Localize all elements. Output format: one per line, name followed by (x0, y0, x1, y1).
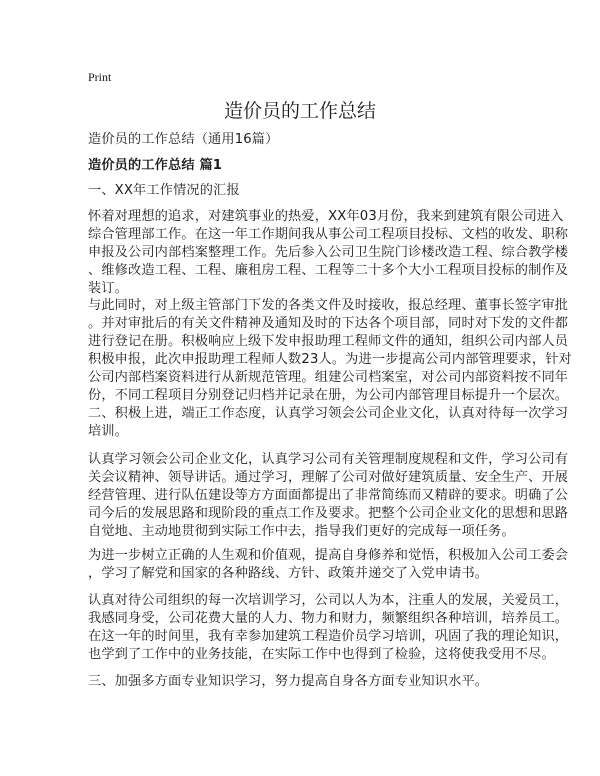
paragraph (88, 547, 568, 583)
print-label: Print (88, 70, 112, 84)
paragraph-line: 二、积极上进，端正工作态度，认真学习领会公司企业文化，认真对待每一次学习 (88, 406, 569, 421)
paragraph-line: 我感同身受，公司花费大量的人力、物力和财力，频繁组织各种培训，培养员工。 (88, 611, 569, 626)
document-subtitle: 造价员的工作总结（通用16篇） (88, 132, 279, 147)
paragraph (88, 182, 240, 200)
paragraph-line: 认真对待公司组织的每一次培训学习，公司以人为本，注重人的发展，关爱员工， (88, 593, 569, 608)
paragraph-line: 综合管理部工作。在这一年工作期间我从事公司工程项目投标、文档的收发、职称 (88, 227, 569, 242)
paragraph-line: 关会议精神、领导讲话。通过学习，理解了公司对做好建筑质量、安全生产、开展 (88, 470, 569, 485)
paragraph-line: 经营管理、进行队伍建设等方方面面都提出了非常简练而又精辟的要求。明确了公 (88, 488, 569, 503)
paragraph-line: 申报及公司内部档案整理工作。先后参入公司卫生院门诊楼改造工程、综合教学楼 (88, 245, 569, 260)
paragraph-line: 公司内部档案资料进行从新规范管理。组建公司档案室，对公司内部资料按不同年 (88, 370, 569, 385)
paragraph-line: 与此同时，对上级主管部门下发的各类文件及时接收，报总经理、董事长签字审批 (88, 298, 569, 313)
paragraph-line: 也学到了工作中的业务技能，在实际工作中也得到了检验，这将使我受用不尽。 (88, 647, 555, 662)
paragraph-line: 怀着对理想的追求，对建筑事业的热爱，XX年03月份，我来到建筑有限公司进入 (88, 209, 564, 224)
document-title: 造价员的工作总结 (223, 100, 376, 122)
paragraph (88, 592, 568, 664)
paragraph-line: 为进一步树立正确的人生观和价值观，提高自身修养和觉悟，积极加入公司工委会 (88, 548, 569, 563)
paragraph (88, 405, 568, 441)
paragraph-line: 司今后的发展思路和现阶段的重点工作及要求。把整个公司企业文化的思想和思路 (88, 506, 569, 521)
paragraph-line: 培训。 (88, 424, 129, 439)
paragraph-line: 、维修改造工程、工程、廉租房工程、工程等二十多个大小工程项目投标的制作及 (88, 263, 569, 278)
paragraph-line: 。并对审批后的有关文件精神及通知及时的下达各个项目部，同时对下发的文件都 (88, 316, 569, 331)
section-heading: 造价员的工作总结 篇1 (88, 158, 223, 173)
paragraph (88, 451, 568, 541)
paragraph-line: 认真学习领会公司企业文化，认真学习公司有关管理制度规程和文件，学习公司有 (88, 452, 569, 467)
paragraph-line: 一、XX年工作情况的汇报 (88, 183, 240, 198)
paragraph-line: 进行登记在册。积极响应上级下发申报助理工程师文件的通知，组织公司内部人员 (88, 334, 569, 349)
paragraph (88, 297, 572, 405)
paragraph (88, 673, 488, 691)
paragraph-line: 积极申报，此次申报助理工程师人数23人。为进一步提高公司内部管理要求，针对 (88, 352, 572, 367)
paragraph-line: 份，不同工程项目分别登记归档并记录在册，为公司内部管理目标提升一个层次。 (88, 388, 569, 403)
paragraph-line: 三、加强多方面专业知识学习，努力提高自身各方面专业知识水平。 (88, 674, 489, 689)
paragraph-line: 装订。 (88, 281, 129, 296)
paragraph-line: 自觉地、主动地贯彻到实际工作中去，指导我们更好的完成每一项任务。 (88, 524, 515, 539)
paragraph-line: 在这一年的时间里，我有幸参加建筑工程造价员学习培训，巩固了我的理论知识， (88, 629, 569, 644)
paragraph-line: ，学习了解党和国家的各种路线、方针、政策并递交了入党申请书。 (88, 566, 489, 581)
paragraph (88, 208, 568, 298)
